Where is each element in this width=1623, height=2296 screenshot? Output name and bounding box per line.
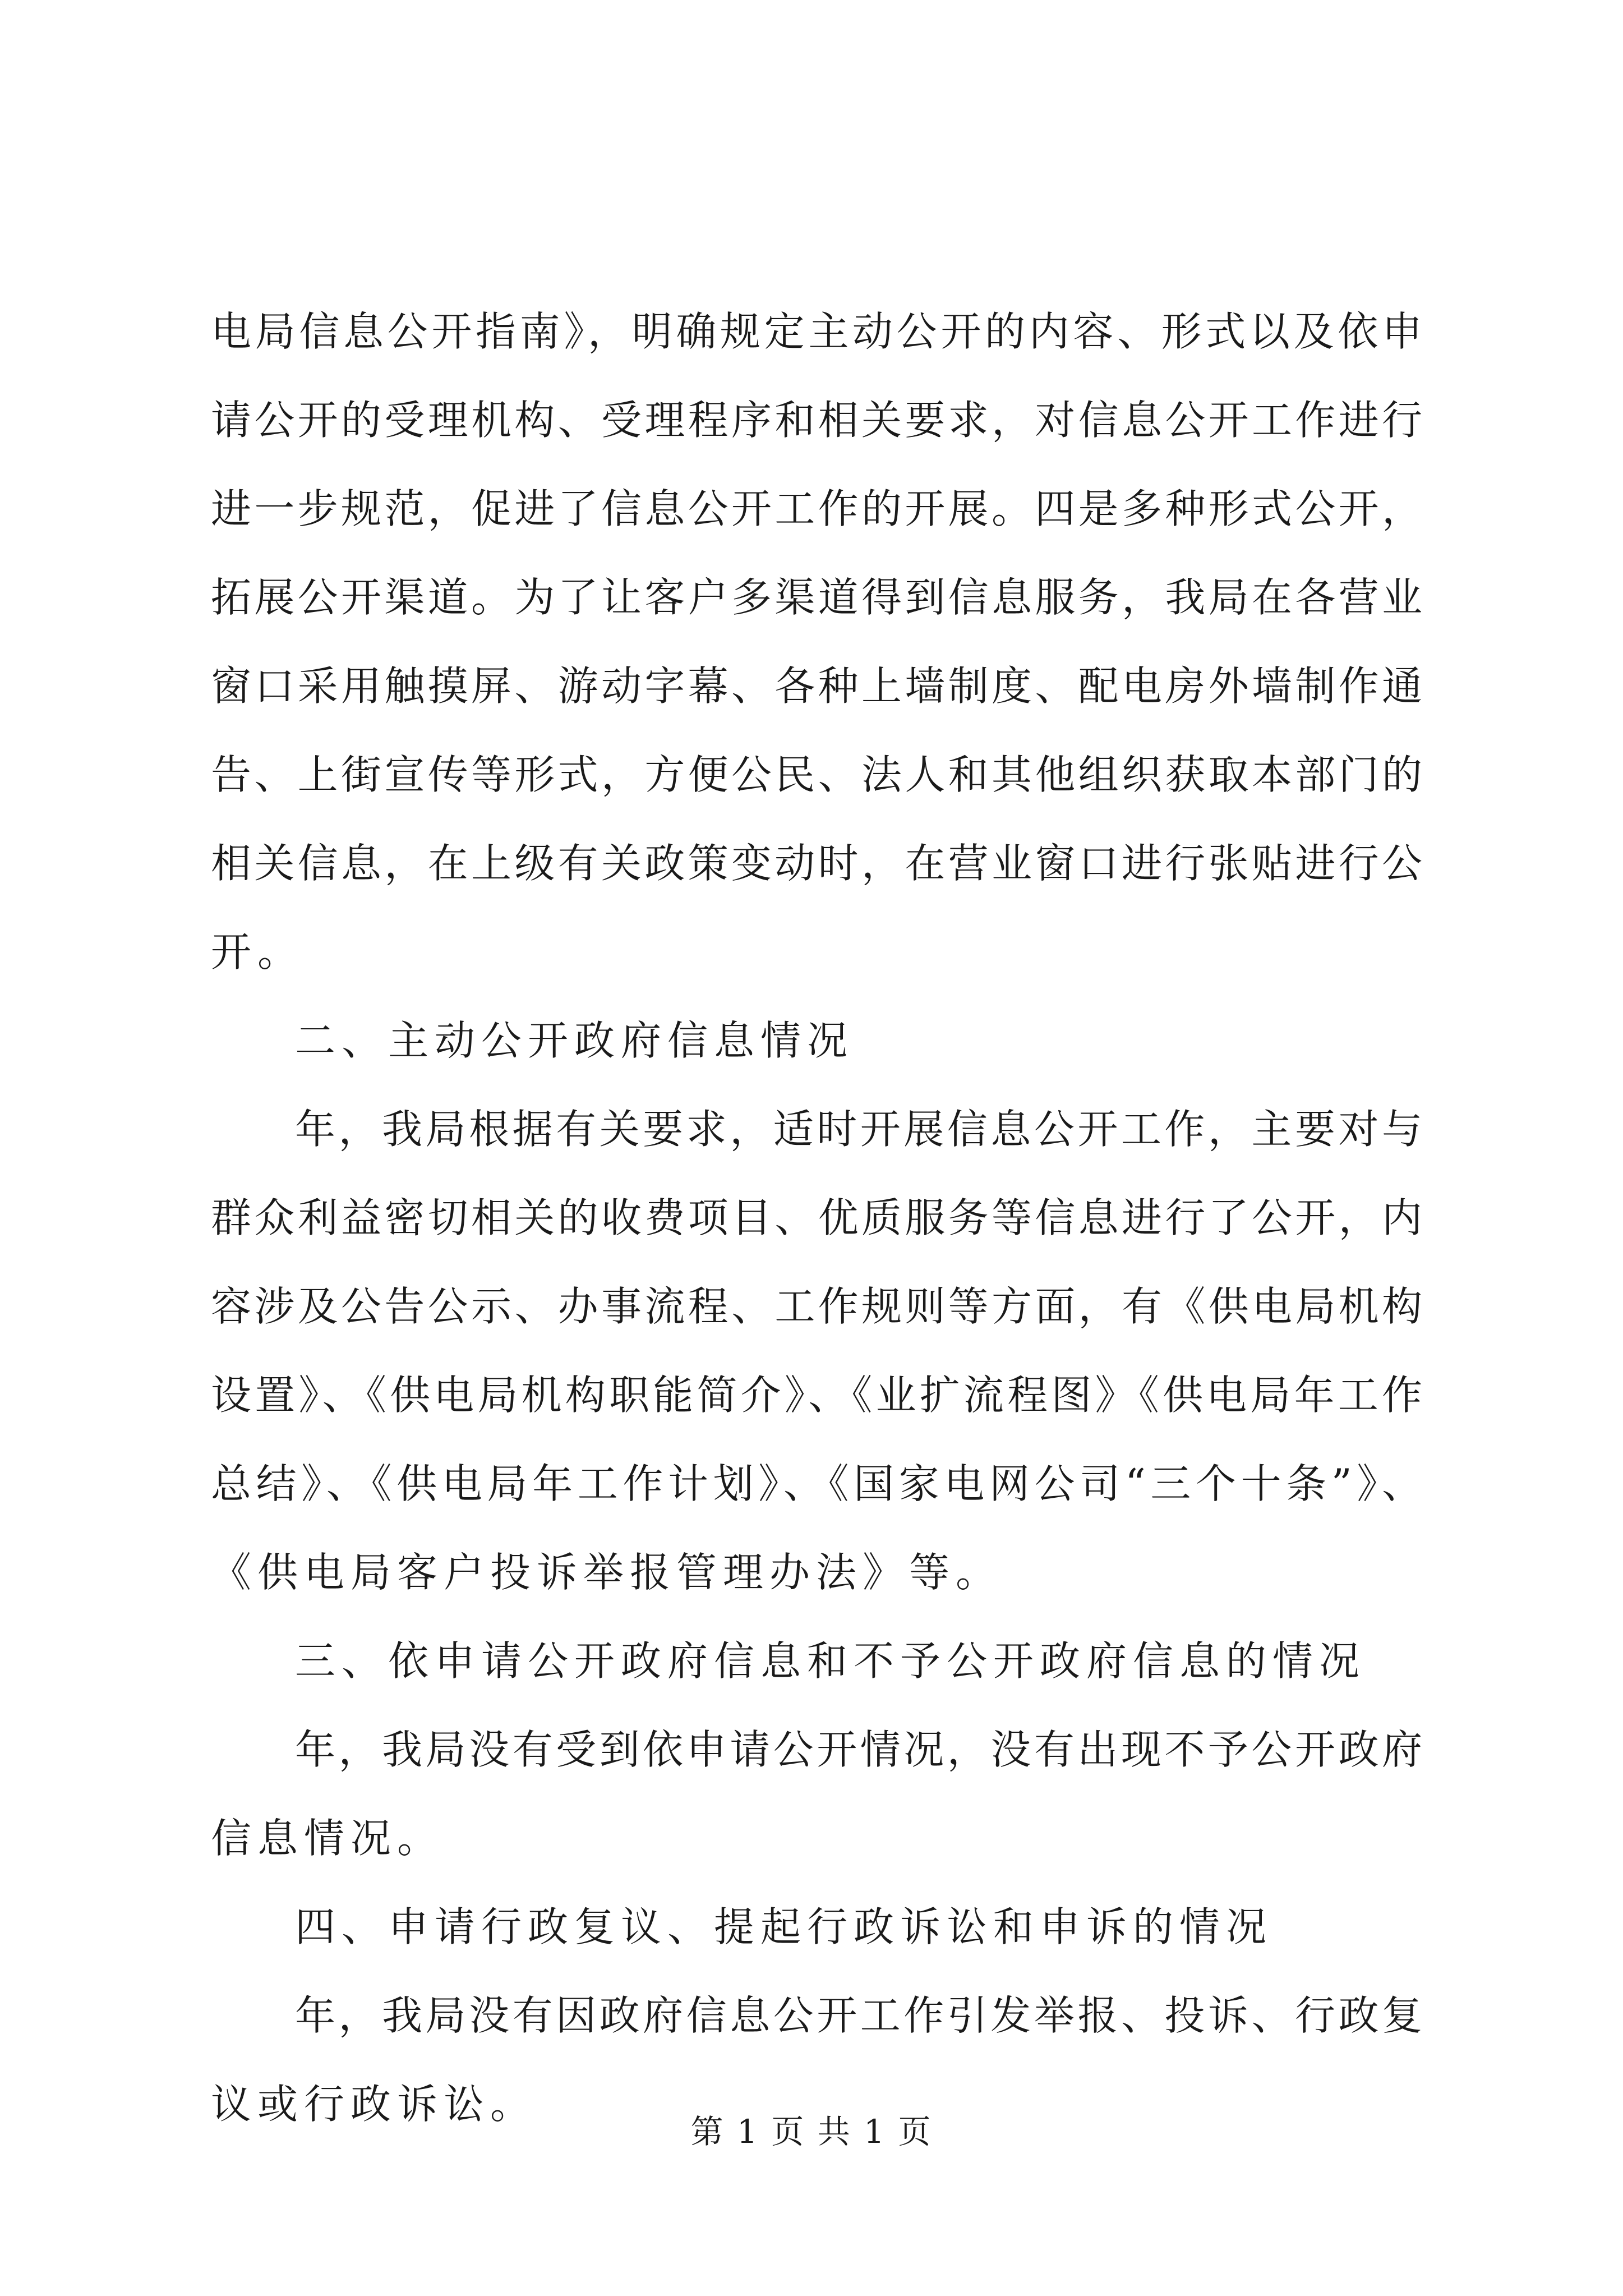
text-line: 二、主动公开政府信息情况 <box>295 1017 854 1064</box>
text-line: 四、申请行政复议、提起行政诉讼和申诉的情况 <box>295 1903 1273 1950</box>
text-line: 请公开的受理机构、受理程序和相关要求，对信息公开工作进行 <box>211 397 1422 444</box>
text-line: 设置》、《供电局机构职能简介》、《业扩流程图》《供电局年工作 <box>211 1372 1422 1419</box>
text-line: 总结》、《供电局年工作计划》、《国家电网公司“三个十条”》、 <box>211 1460 1422 1507</box>
text-line: 告、上街宣传等形式，方便公民、法人和其他组织获取本部门的 <box>211 751 1422 798</box>
text-line: 开。 <box>211 928 305 976</box>
text-line: 信息情况。 <box>211 1815 444 1862</box>
text-line: 拓展公开渠道。为了让客户多渠道得到信息服务，我局在各营业 <box>211 574 1422 621</box>
text-line: 窗口采用触摸屏、游动字幕、各种上墙制度、配电房外墙制作通 <box>211 662 1422 710</box>
page-footer: 第 1 页 共 1 页 <box>690 2113 933 2151</box>
document-body <box>211 287 1422 2148</box>
text-line: 《供电局客户投诉举报管理办法》等。 <box>211 1549 1003 1596</box>
text-line: 三、依申请公开政府信息和不予公开政府信息的情况 <box>295 1637 1366 1685</box>
text-line: 年，我局没有受到依申请公开情况，没有出现不予公开政府 <box>295 1726 1422 1773</box>
text-line: 年，我局根据有关要求，适时开展信息公开工作，主要对与 <box>295 1106 1422 1153</box>
text-line: 群众利益密切相关的收费项目、优质服务等信息进行了公开，内 <box>211 1194 1422 1241</box>
text-line: 容涉及公告公示、办事流程、工作规则等方面，有《供电局机构 <box>211 1283 1422 1330</box>
text-line: 议或行政诉讼。 <box>211 2081 537 2128</box>
text-line: 年，我局没有因政府信息公开工作引发举报、投诉、行政复 <box>295 1992 1422 2039</box>
text-line: 相关信息，在上级有关政策变动时，在营业窗口进行张贴进行公 <box>211 840 1422 887</box>
text-line: 电局信息公开指南》，明确规定主动公开的内容、形式以及依申 <box>211 308 1422 355</box>
text-line: 进一步规范，促进了信息公开工作的开展。四是多种形式公开， <box>211 485 1422 532</box>
